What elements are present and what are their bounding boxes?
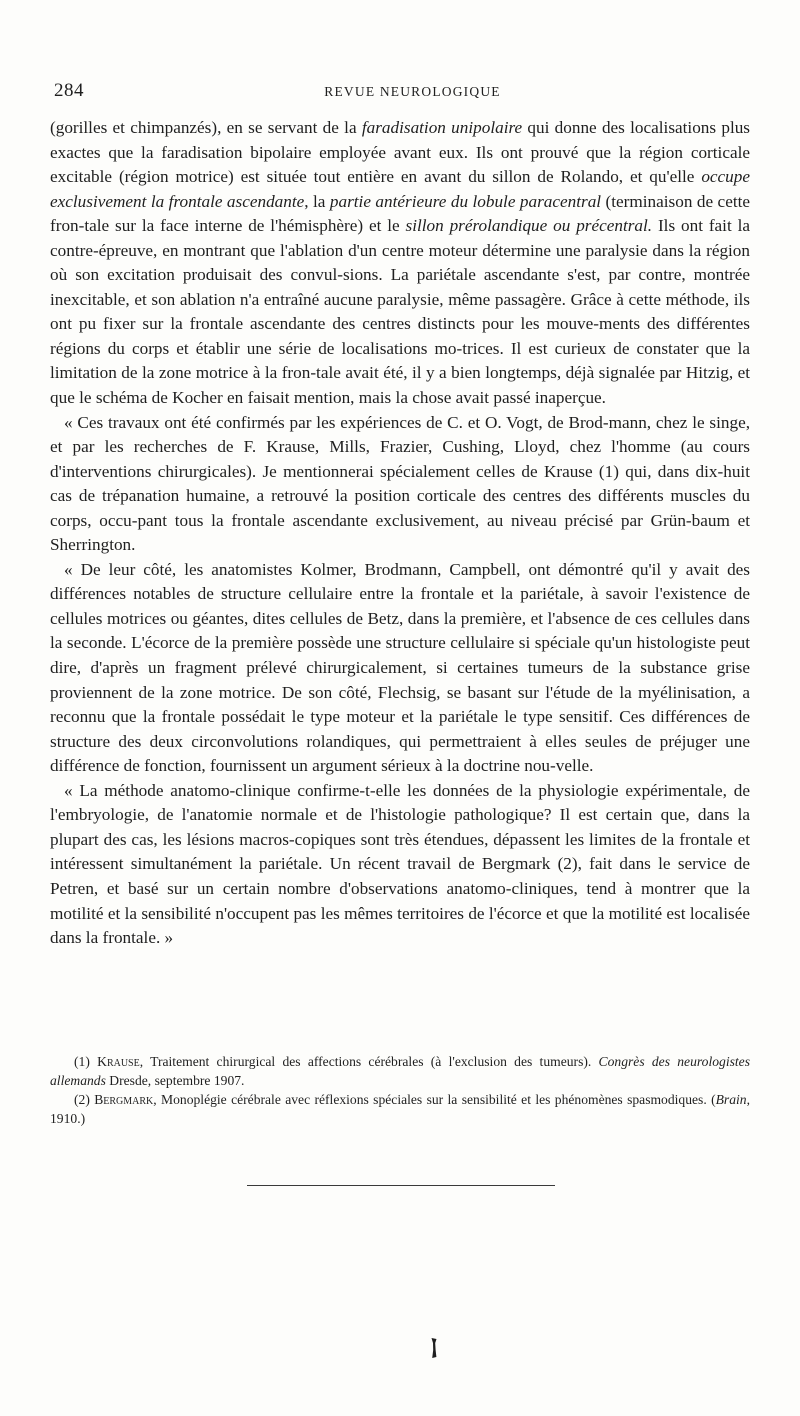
p1-text-1: (gorilles et chimpanzés), en se servant de la	[50, 118, 362, 137]
paragraph-2: « Ces travaux ont été confirmés par les expériences de C. et O. Vogt, de Brod-mann, chez le singe, et par les recherches de F. Krause, Mills, Frazier, Cushing, Lloyd, chez l'homme (au cours d'interventions chirurgicales). Je mentionnerai spécialement celles de Krause (1) qui, dans dix-huit cas de trépanation humaine, a retrouvé la position corticale des centres des différents muscles du corps, occu-pant tous la frontale ascendante exclusivement, au niveau précisé par Grün-baum et Sherrington.	[50, 412, 750, 555]
footnote-2-venue: Brain	[715, 1092, 747, 1107]
footnote-1-text: , Traitement chirurgical des affections cérébrales (à l'exclusion des tumeurs).	[139, 1054, 599, 1069]
footnote-1-author: Krause	[97, 1054, 140, 1069]
footnotes	[50, 1052, 750, 1128]
p1-text-2: qui donne des localisations plus exactes que la faradisation bipolaire employée avant eux. Ils ont prouvé que la région corticale excitable (région motrice) est située tout entière en avant du sillon de Rolando, et qu'elle	[50, 118, 750, 187]
footnote-1-rest: Dresde, septembre 1907.	[105, 1073, 245, 1088]
footnote-2-rest: , 1910.)	[50, 1092, 750, 1126]
footnote-2-author: Bergmark	[94, 1092, 154, 1107]
bottom-rule	[247, 1185, 555, 1186]
p1-text-4: (terminaison de cette fron-tale sur la face interne de l'hémisphère) et le	[50, 191, 750, 236]
body-text	[50, 116, 750, 951]
paragraph-4: « La méthode anatomo-clinique confirme-t-elle les données de la physiologie expérimentale, de l'embryologie, de l'anatomie normale et de l'histologie pathologique? Il est certain que, dans la plupart des cas, les lésions macros-copiques sont très étendues, dépassent les limites de la frontale et intéressent simultanément la pariétale. Un récent travail de Bergmark (2), fait dans le service de Petren, et basé sur un certain nombre d'observations anatomo-cliniques, tend à montrer que la motilité et la sensibilité n'occupent pas les mêmes territoires de l'écorce et que la motilité est localisée dans la frontale. »	[50, 780, 750, 948]
running-head	[54, 80, 751, 104]
p1-text-3: , la	[304, 191, 330, 211]
paragraph-1	[50, 116, 750, 411]
footnote-2-text: , Monoplégie cérébrale avec réflexions spéciales sur la sensibilité et les phénomènes spasmodiques. (	[153, 1092, 716, 1107]
footnote-1-number: (1)	[74, 1054, 98, 1069]
p1-emphasis-4: sillon prérolandique ou précentral.	[405, 216, 653, 236]
p1-emphasis-1: faradisation unipolaire	[361, 118, 523, 137]
footnote-1-venue: Congrès des neurologistes allemands	[50, 1054, 751, 1088]
paragraph-3: « De leur côté, les anatomistes Kolmer, Brodmann, Campbell, ont démontré qu'il y avait des différences notables de structure cellulaire entre la frontale et la pariétale, à savoir l'existence de cellules motrices ou géantes, dites cellules de Betz, dans la première, et l'absence de ces cellules dans la seconde. L'écorce de la première possède une structure cellulaire si spéciale qu'un histologiste peut dire, d'après un fragment prélevé chirurgicalement, si certaines tumeurs de la substance grise proviennent de la zone motrice. De son côté, Flechsig, se basant sur l'étude de la myélinisation, a reconnu que la frontale possédait le type moteur et la pariétale le type sensitif. Ces différences de structure des deux circonvolutions rolandiques, qui permettraient à elles seules de préjuger une différence de fonction, fournissent un argument sérieux à la doctrine nou-velle.	[50, 559, 750, 776]
footnote-2	[50, 1090, 750, 1128]
p1-text-5: Ils ont fait la contre-épreuve, en montrant que l'ablation d'un centre moteur détermine une paralysie dans la région où son excitation produisait des convul-sions. La pariétale ascendante s'est, par contre, montrée inexcitable, et son ablation n'a entraîné aucune paralysie, même passagère. Grâce à cette méthode, ils ont pu fixer sur la frontale ascendante des centres distincts pour les mouve-ments des différentes régions du corps et établir une série de localisations mo-trices. Il est curieux de constater que la limitation de la zone motrice à la fron-tale avait été, il y a bien longtemps, déjà signalée par Hitzig, et que le schéma de Kocher en faisait mention, mais la chose avait passé inaperçue.	[50, 216, 750, 408]
footnote-1	[50, 1052, 750, 1090]
p1-emphasis-2: occupe exclusivement la frontale ascendante	[50, 167, 750, 211]
p1-emphasis-3: partie antérieure du lobule paracentral	[329, 191, 602, 211]
page-number: 284	[54, 80, 84, 101]
print-mark-icon	[430, 1336, 438, 1360]
journal-title: REVUE NEUROLOGIQUE	[324, 84, 501, 99]
footnote-2-number: (2)	[74, 1092, 95, 1107]
